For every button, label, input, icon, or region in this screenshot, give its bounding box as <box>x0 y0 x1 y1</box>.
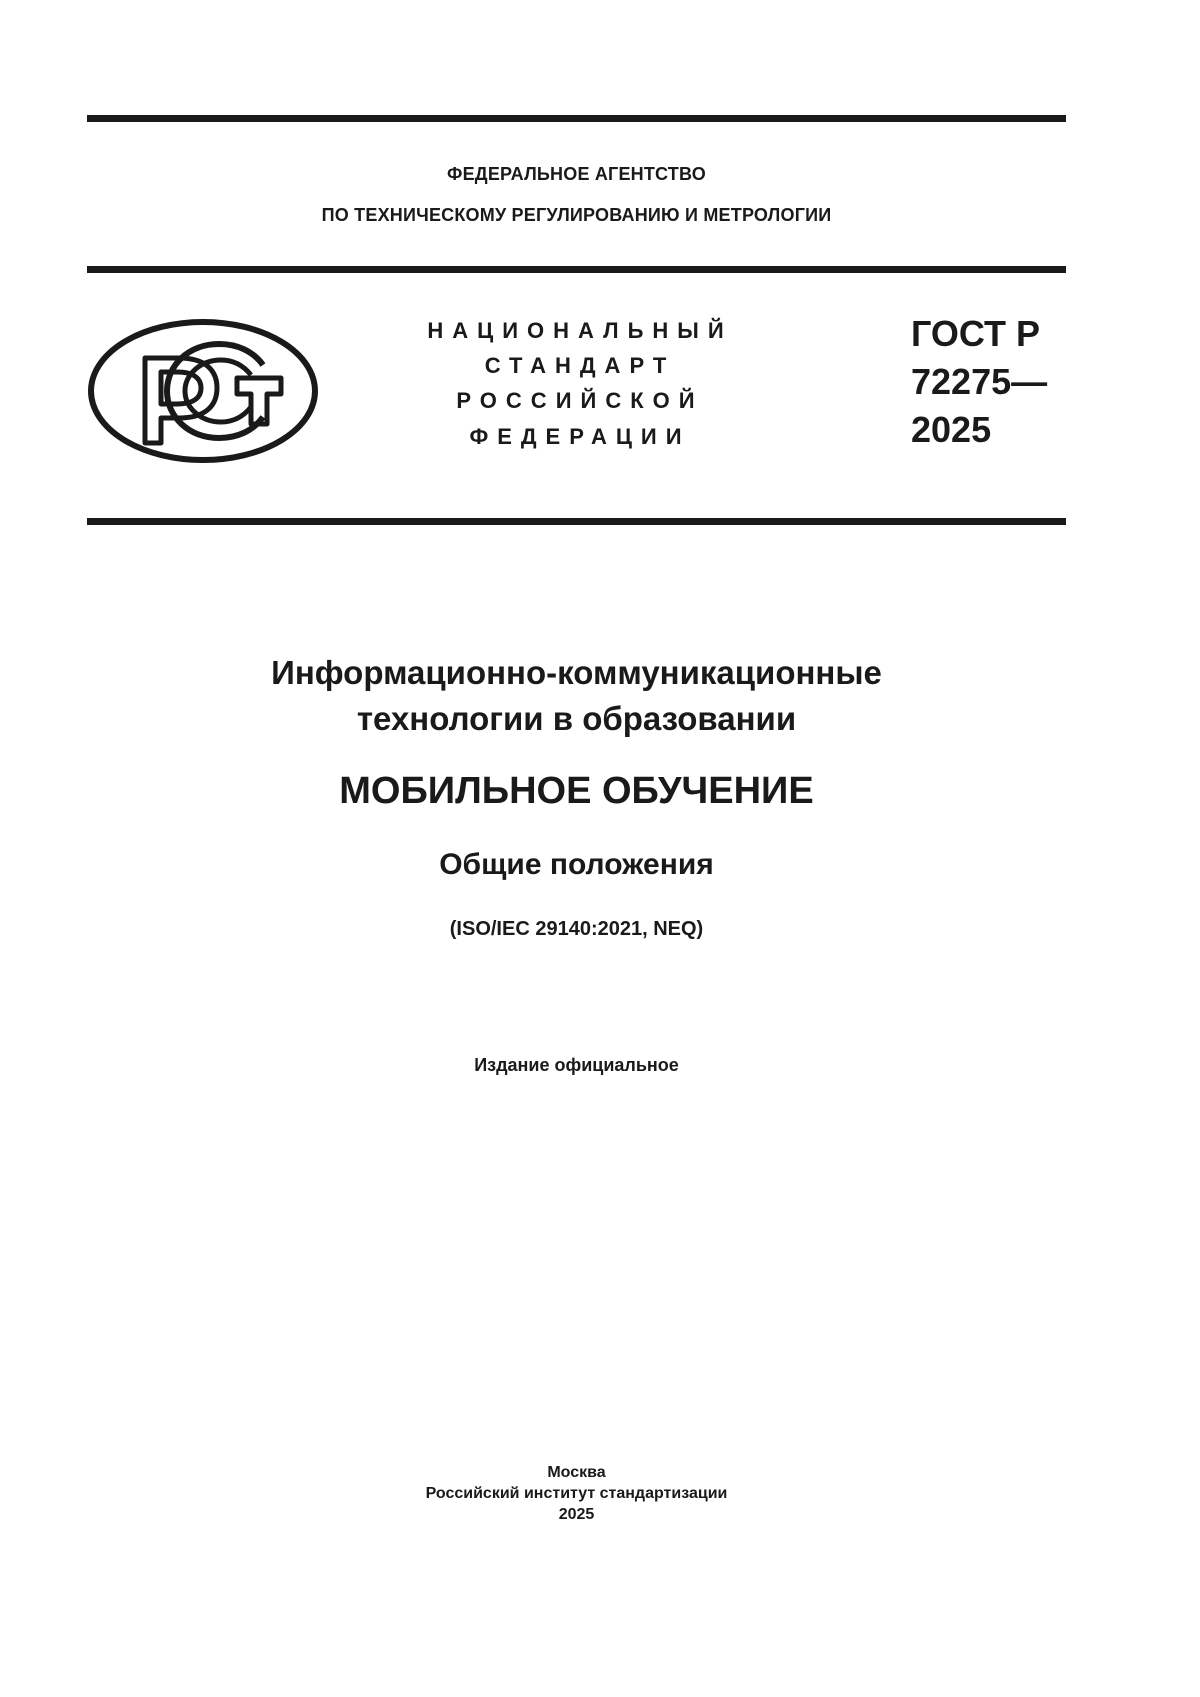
agency-name-line2: ПО ТЕХНИЧЕСКОМУ РЕГУЛИРОВАНИЮ И МЕТРОЛОГИИ <box>321 205 832 225</box>
agency-name-line1: ФЕДЕРАЛЬНОЕ АГЕНТСТВО <box>447 164 706 184</box>
gost-designation-line1: ГОСТ Р <box>911 313 1041 354</box>
gost-designation-line3: 2025 <box>911 409 992 450</box>
national-standard-line3: РОССИЙСКОЙ <box>456 388 704 413</box>
footer-year: 2025 <box>558 1506 595 1523</box>
national-standard-line1: НАЦИОНАЛЬНЫЙ <box>427 318 733 343</box>
title-main: МОБИЛЬНОЕ ОБУЧЕНИЕ <box>339 770 814 812</box>
top-rule <box>87 115 1066 122</box>
block-bottom-rule <box>87 518 1066 525</box>
footer-publisher: Российский институт стандартизации <box>425 1485 728 1502</box>
rst-certification-mark-icon <box>87 318 319 464</box>
national-standard-line4: ФЕДЕРАЦИИ <box>469 424 691 449</box>
title-subtitle: Общие положения <box>439 848 714 881</box>
gost-designation-line2: 72275— <box>911 361 1048 402</box>
title-reference: (ISO/IEC 29140:2021, NEQ) <box>449 918 704 940</box>
national-standard-line2: СТАНДАРТ <box>484 353 676 378</box>
footer-city: Москва <box>547 1464 606 1481</box>
title-line2: технологии в образовании <box>356 700 797 737</box>
title-line1: Информационно-коммуникационные <box>271 654 882 691</box>
header-rule <box>87 266 1066 273</box>
edition-label: Издание официальное <box>474 1055 679 1075</box>
